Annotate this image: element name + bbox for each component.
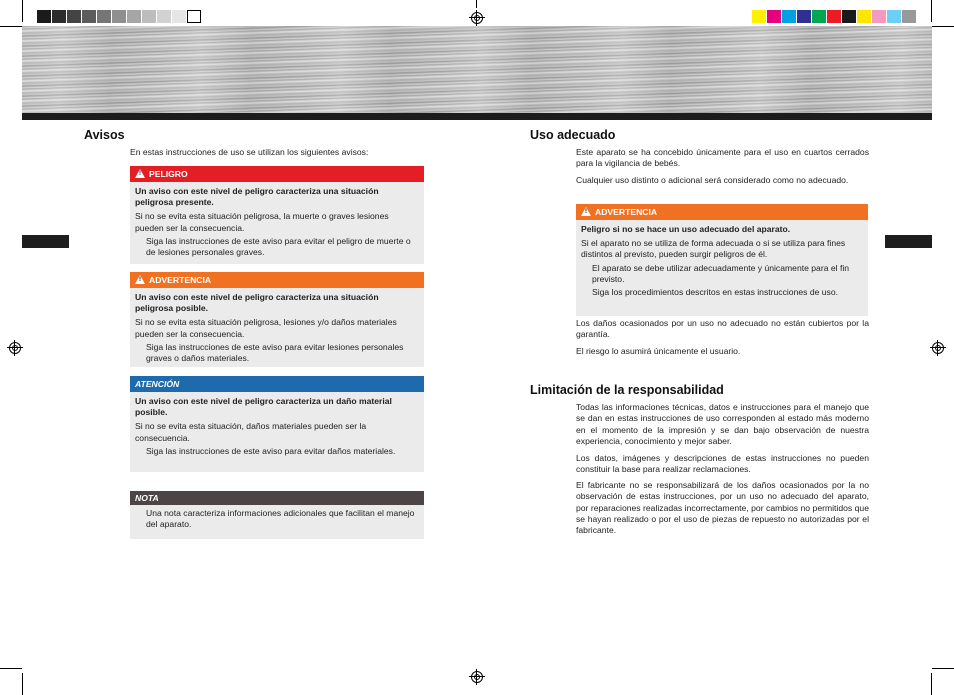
- color-swatch: [812, 10, 826, 23]
- warning-triangle-icon: !: [135, 275, 145, 284]
- color-swatch: [872, 10, 886, 23]
- atencion-instruction: Siga las instrucciones de este aviso para evitar daños materiales.: [146, 445, 396, 456]
- color-swatch: [752, 10, 766, 23]
- gray-swatch: [37, 10, 51, 23]
- nota-header: [130, 491, 424, 505]
- registration-mark-icon: [932, 342, 944, 354]
- intro-text: En estas instrucciones de uso se utilizan los siguientes avisos:: [130, 147, 369, 157]
- advertencia-header: [130, 272, 424, 288]
- thumb-index-tab-right: [885, 235, 932, 248]
- uso-advertencia-box: [576, 204, 868, 316]
- registration-mark-icon: [9, 342, 21, 354]
- peligro-header: [130, 166, 424, 182]
- gray-swatch: [127, 10, 141, 23]
- advertencia-text: Si no se evita esta situación peligrosa, lesiones y/o daños materiales pueden ser la consecuencia.: [135, 317, 397, 339]
- uso-advertencia-text: Si el aparato no se utiliza de forma adecuada o si se utiliza para fines distintos al previsto, pueden surgir peligros de él.: [581, 238, 846, 260]
- gray-swatch: [172, 10, 186, 23]
- header-rule: [22, 113, 932, 120]
- uso-advertencia-instruction-2: Siga los procedimientos descritos en estas instrucciones de uso.: [592, 287, 839, 298]
- color-swatch: [842, 10, 856, 23]
- color-swatch: [902, 10, 916, 23]
- registration-mark-icon: [471, 671, 483, 683]
- gray-swatch: [52, 10, 66, 23]
- section-title-uso-adecuado: Uso adecuado: [530, 128, 616, 142]
- brushed-metal-header: [22, 26, 932, 113]
- nota-label: NOTA: [135, 493, 159, 503]
- peligro-text: Si no se evita esta situación peligrosa, la muerte o graves lesiones pueden ser la consecuencia.: [135, 211, 389, 233]
- gray-swatch: [112, 10, 126, 23]
- atencion-header: [130, 376, 424, 392]
- peligro-lead: Un aviso con este nivel de peligro caracteriza una situación peligrosa presente.: [135, 186, 379, 208]
- uso-advertencia-instruction-1: El aparato se debe utilizar adecuadamente y únicamente para el fin previsto.: [592, 262, 850, 284]
- atencion-lead: Un aviso con este nivel de peligro caracteriza un daño material posible.: [135, 396, 392, 418]
- uso-advertencia-header: [576, 204, 868, 220]
- limitacion-paragraph-2: Los datos, imágenes y descripciones de estas instrucciones no pueden constituir la base para realizar reclamaciones.: [576, 453, 869, 475]
- section-title-limitacion: Limitación de la responsabilidad: [530, 383, 724, 397]
- color-swatch: [767, 10, 781, 23]
- registration-mark-icon: [471, 12, 483, 24]
- warning-triangle-icon: !: [135, 169, 145, 178]
- uso-advertencia-label: ADVERTENCIA: [595, 207, 658, 217]
- atencion-label: ATENCIÓN: [135, 379, 180, 389]
- peligro-box: [130, 166, 424, 264]
- peligro-label: PELIGRO: [149, 169, 188, 179]
- warning-triangle-icon: !: [581, 207, 591, 216]
- atencion-text: Si no se evita esta situación, daños materiales pueden ser la consecuencia.: [135, 421, 367, 443]
- gray-swatch: [142, 10, 156, 23]
- color-swatch: [827, 10, 841, 23]
- peligro-instruction: Siga las instrucciones de este aviso para evitar el peligro de muerte o de lesiones personales graves.: [146, 235, 411, 258]
- gray-swatch: [187, 10, 201, 23]
- gray-swatch: [97, 10, 111, 23]
- gray-swatch: [67, 10, 81, 23]
- uso-paragraph-4: El riesgo lo asumirá únicamente el usuario.: [576, 346, 741, 356]
- atencion-box: [130, 376, 424, 472]
- advertencia-lead: Un aviso con este nivel de peligro caracteriza una situación peligrosa posible.: [135, 292, 379, 314]
- gray-swatch: [82, 10, 96, 23]
- nota-box: [130, 491, 424, 539]
- limitacion-paragraph-3: El fabricante no se responsabilizará de los daños ocasionados por la no observación de estas instrucciones, por un uso no adecuado del aparato, por reparaciones realizadas incorrectamente, por cambios no permitidos que se hayan realizado o por el uso de piezas de repuesto no autorizadas por el fabricante.: [576, 480, 869, 536]
- uso-paragraph-2: Cualquier uso distinto o adicional será considerado como no adecuado.: [576, 175, 849, 185]
- color-swatch: [782, 10, 796, 23]
- advertencia-instruction: Siga las instrucciones de este aviso para evitar lesiones personales graves o daños materiales.: [146, 341, 404, 364]
- nota-text: Una nota caracteriza informaciones adicionales que facilitan el manejo del aparato.: [146, 508, 415, 530]
- gray-swatch: [157, 10, 171, 23]
- section-title-avisos: Avisos: [84, 128, 125, 142]
- advertencia-label: ADVERTENCIA: [149, 275, 212, 285]
- uso-paragraph-1: Este aparato se ha concebido únicamente para el uso en cuartos cerrados para la vigilancia de bebés.: [576, 147, 869, 169]
- thumb-index-tab-left: [22, 235, 69, 248]
- uso-paragraph-3: Los daños ocasionados por un uso no adecuado no están cubiertos por la garantía.: [576, 318, 869, 340]
- color-swatch: [797, 10, 811, 23]
- uso-advertencia-lead: Peligro si no se hace un uso adecuado del aparato.: [581, 224, 791, 234]
- advertencia-box: [130, 272, 424, 367]
- color-swatch: [857, 10, 871, 23]
- color-swatch: [887, 10, 901, 23]
- limitacion-paragraph-1: Todas las informaciones técnicas, datos e instrucciones para el manejo que se dan en estas instrucciones de uso corresponden al estado más moderno en el momento de la impresión y se dan bajo observación de nuestra experiencia, conocimiento y mejor saber.: [576, 402, 869, 446]
